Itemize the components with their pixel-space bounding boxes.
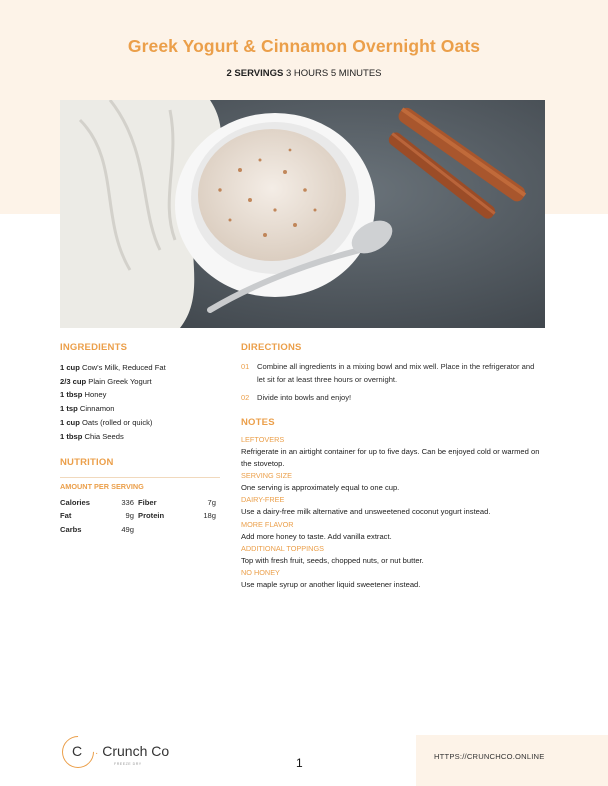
logo-wordmark	[95, 743, 169, 759]
ingredient-qty: 1 cup	[60, 417, 80, 427]
list-item	[60, 430, 220, 444]
ingredient-name: Oats (rolled or quick)	[81, 417, 153, 427]
ingredients-heading: INGREDIENTS	[60, 342, 128, 353]
notes-list	[241, 434, 541, 592]
step-number: 02	[241, 393, 250, 402]
ingredient-qty: 1 tbsp	[60, 390, 83, 400]
recipe-photo	[60, 100, 545, 328]
list-item	[60, 402, 220, 416]
ingredient-name: Cinnamon	[79, 404, 115, 414]
amount-per-serving-label: AMOUNT PER SERVING	[60, 477, 220, 491]
list-item	[241, 361, 541, 386]
note-text: One serving is approximately equal to one cup.	[241, 483, 400, 493]
note-title: DAIRY-FREE	[241, 495, 285, 505]
ingredient-qty: 1 tsp	[60, 404, 78, 414]
nutrient-value: 49g	[121, 524, 134, 534]
table-row	[60, 495, 216, 509]
list-item	[60, 375, 220, 389]
directions-heading: DIRECTIONS	[241, 342, 302, 353]
nutrient-value	[188, 522, 216, 536]
ingredient-qty: 1 tbsp	[60, 431, 83, 441]
note-text: Use maple syrup or another liquid sweetener instead.	[241, 580, 421, 590]
list-item	[60, 361, 220, 375]
nutrient-label: Calories	[60, 497, 90, 507]
nutrient-label: Protein	[138, 511, 165, 521]
step-text: Divide into bowls and enjoy!	[257, 393, 352, 402]
dot-icon: ·	[95, 748, 99, 759]
logo-tagline: FREEZE DRY	[114, 762, 142, 766]
note-title: NO HONEY	[241, 568, 280, 578]
recipe-title: Greek Yogurt & Cinnamon Overnight Oats	[127, 36, 481, 56]
ingredient-qty: 1 cup	[60, 363, 80, 372]
ingredient-name: Cow's Milk, Reduced Fat	[81, 363, 166, 372]
note-title: LEFTOVERS	[241, 434, 285, 444]
nutrient-label	[138, 522, 188, 536]
ingredient-name: Plain Greek Yogurt	[88, 376, 152, 386]
list-item	[60, 388, 220, 402]
ingredient-name: Chia Seeds	[84, 431, 124, 441]
ingredients-list	[60, 361, 220, 443]
right-column	[241, 342, 541, 592]
time-label: 3 HOURS 5 MINUTES	[285, 68, 382, 79]
website-link[interactable]: HTTPS://CRUNCHCO.ONLINE	[434, 752, 545, 761]
servings-label: 2 SERVINGS	[226, 68, 284, 79]
nutrient-label: Fat	[60, 511, 72, 521]
page-number: 1	[296, 756, 303, 770]
recipe-meta	[0, 68, 608, 79]
nutrition-heading: NUTRITION	[60, 457, 114, 469]
step-number: 01	[241, 362, 250, 371]
note-text: Use a dairy-free milk alternative and unsweetened coconut yogurt instead.	[241, 507, 491, 517]
note-title: SERVING SIZE	[241, 471, 292, 481]
nutrient-value: 9g	[125, 511, 134, 521]
note-title: ADDITIONAL TOPPINGS	[241, 543, 324, 553]
table-row	[60, 522, 216, 536]
notes-heading: NOTES	[241, 416, 275, 428]
list-item	[241, 392, 541, 405]
nutrient-value: 7g	[207, 497, 216, 507]
table-row	[60, 509, 216, 523]
brand-logo	[62, 736, 192, 772]
logo-name: Crunch Co	[102, 743, 170, 759]
nutrient-value: 18g	[203, 511, 216, 521]
note-title: MORE FLAVOR	[241, 519, 294, 529]
ingredient-name: Honey	[84, 390, 107, 400]
list-item	[60, 416, 220, 430]
note-text: Add more honey to taste. Add vanilla extract.	[241, 531, 392, 541]
note-text: Refrigerate in an airtight container for up to five days. Can be enjoyed cold or warmed on the stovetop.	[241, 446, 540, 468]
nutrient-label: Fiber	[138, 497, 157, 507]
ingredient-qty: 2/3 cup	[60, 376, 87, 386]
step-text: Combine all ingredients in a mixing bowl and mix well. Place in the refrigerator and let sit for at least three hours or overnight.	[257, 362, 535, 384]
nutrition-table	[60, 495, 216, 536]
nutrient-label: Carbs	[60, 524, 82, 534]
directions-list	[241, 361, 541, 405]
left-column	[60, 342, 220, 536]
logo-letter: C	[72, 743, 83, 759]
note-text: Top with fresh fruit, seeds, chopped nuts, or nut butter.	[241, 555, 424, 565]
nutrient-value: 336	[121, 497, 134, 507]
url-band	[416, 735, 608, 786]
